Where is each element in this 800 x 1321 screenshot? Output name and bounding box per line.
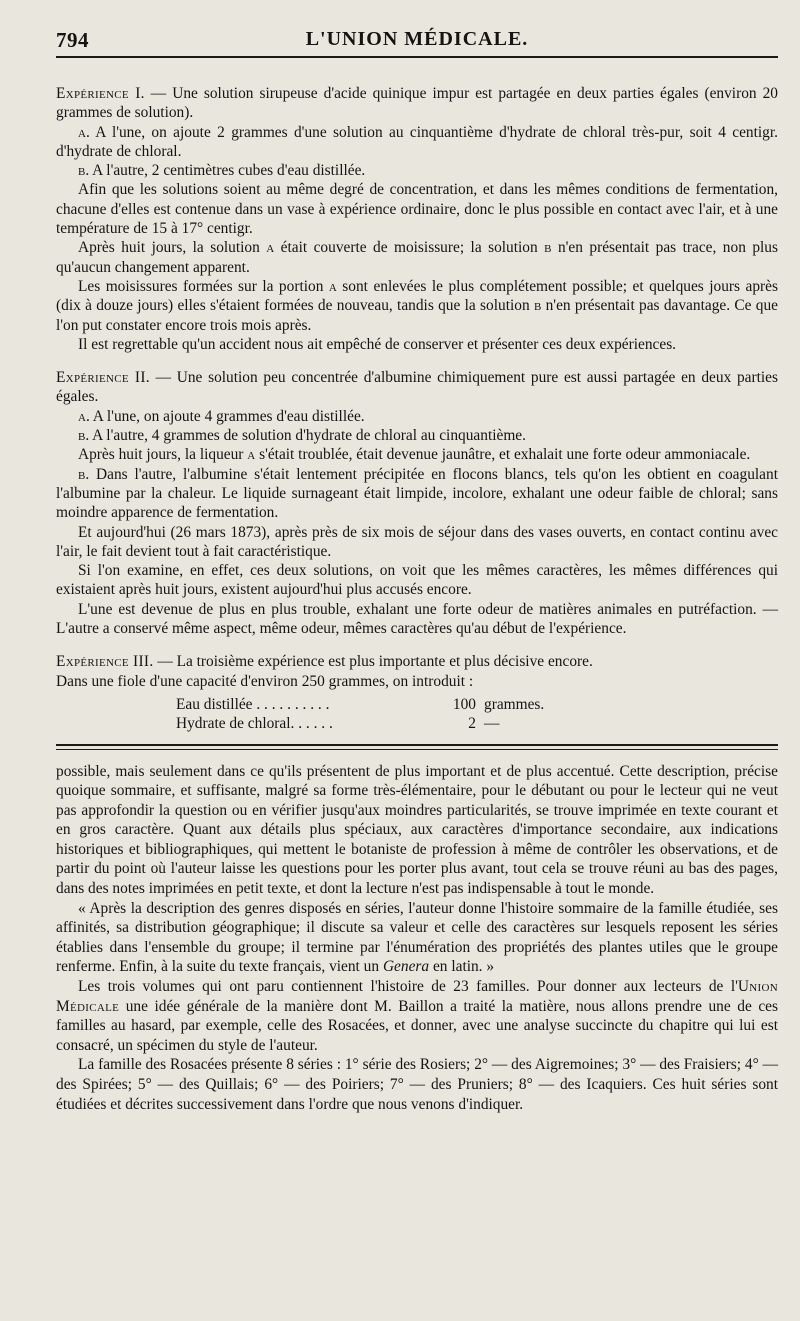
experiment-3-intro: Expérience III. — La troisième expérience est plus importante et plus décisive encore. <box>56 653 593 671</box>
experiments-section <box>56 84 778 734</box>
running-title: L'UNION MÉDICALE. <box>305 28 529 50</box>
ingredient-row: Eau distillée . . . . . . . . . . 100 grammes. <box>176 695 545 713</box>
experiment-2-paragraph: Et aujourd'hui (26 mars 1873), après près de six mois de séjour dans des vases ouverts, en contact continu avec l'air, le fait devient tout à fait caractéristique. <box>56 523 778 560</box>
experiment-2-paragraph: L'une est devenue de plus en plus trouble, exhalant une forte odeur de matières animales en putréfaction. — L'autre a conservé même aspect, même odeur, mêmes caractères qu'au début de l'expérience. <box>56 600 778 638</box>
experiment-2-item-b: b. A l'autre, 4 grammes de solution d'hydrate de chloral au cinquantième. <box>78 427 526 445</box>
experiment-1-paragraph: Afin que les solutions soient au même degré de concentration, et dans les mêmes conditions de fermentation, chacune d'elles est contenue dans un vase à expérience ordinaire, donc le plus possible en contact avec l'air, et à une température de 15 à 17° centigr. <box>56 181 778 238</box>
review-paragraph: possible, mais seulement dans ce qu'ils présentent de plus important et de plus accentué. Cette description, précise quoique sommaire, et suffisante, malgré sa forme très-élémentaire, pour le débutant ou pour le lecteur qui ne veut pas approfondir la question ou en vérifier jusqu'aux moindres particularités, se trouve imprimée en texte courant et en gros caractère. Quant aux détails plus spéciaux, aux caractères d'importance secondaire, aux indications historiques et bibliographiques, qui mettent le botaniste de profession à même de contrôler les observations, et de partir du point où l'auteur laisse les questions pour les porter plus avant, tout cela se trouve réuni au bas des pages, dans des notes imprimées en petit texte, et dont la lecture n'est pas indispensable à tout le monde. <box>56 762 778 898</box>
review-paragraph: Les trois volumes qui ont paru contiennent l'histoire de 23 familles. Pour donner aux lecteurs de l'Union Médicale une idée générale de la manière dont M. Baillon a traité la matière, nous allons prendre une de ces familles au hasard, par exemple, celle des Rosacées, et donner, avec une analyse succincte du chapitre qui lui est consacré, un spécimen du style de l'auteur. <box>56 978 778 1054</box>
review-paragraph: « Après la description des genres disposés en séries, l'auteur donne l'histoire sommaire de la famille étudiée, ses affinités, sa distribution géographique; il discute sa valeur et celle des caractères sur lesquels reposent les séries établies dans l'ensemble du groupe; il termine par l'énumération des propriétés des plantes utiles que le groupe renferme. Enfin, à la suite du texte français, vient un Genera en latin. » <box>56 899 778 976</box>
page-header <box>56 22 778 58</box>
experiment-3-label: Expérience III. <box>56 653 154 671</box>
review-paragraph: La famille des Rosacées présente 8 séries : 1° série des Rosiers; 2° — des Aigremoines; 3° — des Fraisiers; 4° — des Spirées; 5° — des Quillais; 6° — des Poiriers; 7° — des Pruniers; 8° — des Icaquiers. Ces huit séries sont étudiées et décrites successivement dans l'ordre que nous venons d'indiquer. <box>56 1056 778 1113</box>
experiment-3-paragraph: Dans une fiole d'une capacité d'environ 250 grammes, on introduit : <box>56 672 474 690</box>
section-separator <box>56 744 778 750</box>
experiment-2-label: Expérience II. <box>56 369 150 387</box>
experiment-1-intro: Expérience I. — Une solution sirupeuse d'acide quinique impur est partagée en deux parties égales (environ 20 grammes de solution). <box>56 85 778 122</box>
experiment-2-item-a: a. A l'une, on ajoute 4 grammes d'eau distillée. <box>78 407 365 425</box>
experiment-2-paragraph: Après huit jours, la liqueur a s'était troublée, était devenue jaunâtre, et exhalait une forte odeur ammoniacale. <box>78 446 751 464</box>
experiment-2-paragraph: b. Dans l'autre, l'albumine s'était lentement précipitée en flocons blancs, tels qu'on les obtient en coagulant l'albumine par la chaleur. Le liquide surnageant était limpide, incolore, exhalant une odeur faible de chloral; sans moindre apparence de fermentation. <box>56 465 778 522</box>
ingredient-row: Hydrate de chloral. . . . . . 2 — <box>176 715 500 733</box>
ingredient-table <box>176 695 596 734</box>
experiment-2-intro: Expérience II. — Une solution peu concentrée d'albumine chimiquement pure est aussi partagée en deux parties égales. <box>56 369 778 406</box>
review-section <box>56 762 778 1115</box>
experiment-1-paragraph: Les moisissures formées sur la portion a sont enlevées le plus complétement possible; et quelques jours après (dix à douze jours) elles s'étaient formées de nouveau, tandis que la solution b n'en présentait pas davantage. Ce que l'on put constater encore trois mois après. <box>56 277 778 334</box>
experiment-1-paragraph: Après huit jours, la solution a était couverte de moisissure; la solution b n'en présentait pas trace, non plus qu'aucun changement apparent. <box>56 239 778 276</box>
experiment-1-item-b: b. A l'autre, 2 centimètres cubes d'eau distillée. <box>78 162 366 180</box>
experiment-1-item-a: a. A l'une, on ajoute 2 grammes d'une solution au cinquantième d'hydrate de chloral très-pur, soit 4 centigr. d'hydrate de chloral. <box>56 123 778 160</box>
experiment-1-paragraph: Il est regrettable qu'un accident nous ait empêché de conserver et présenter ces deux expériences. <box>78 335 677 353</box>
experiment-2-paragraph: Si l'on examine, en effet, ces deux solutions, on voit que les mêmes caractères, les mêmes différences qui existaient après huit jours, existent aujourd'hui plus accusés encore. <box>56 562 778 599</box>
experiment-1-label: Expérience I. <box>56 85 145 102</box>
page-number: 794 <box>56 28 89 52</box>
